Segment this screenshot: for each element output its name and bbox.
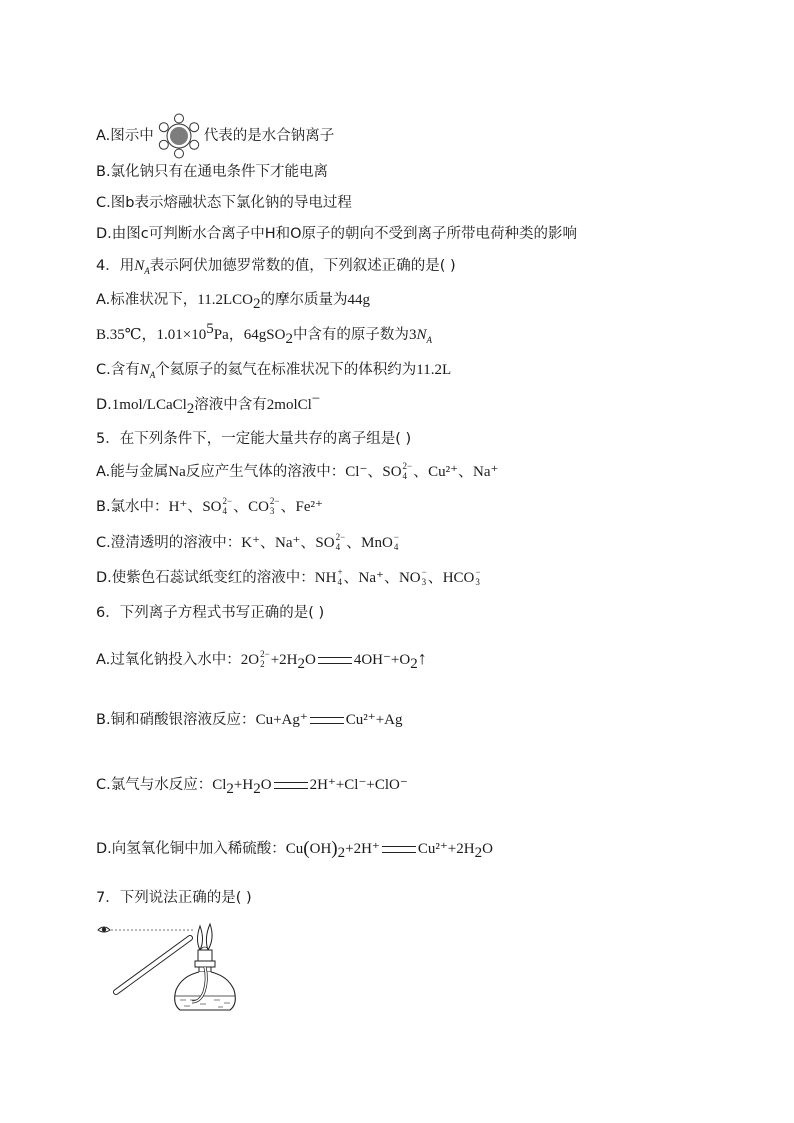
q6-option-b[interactable]: B.铜和硝酸银溶液反应：Cu+Ag⁺ Cu²⁺+Ag xyxy=(96,712,403,728)
q4-option-d[interactable]: D.1mol/LCaCl$_2$溶液中含有2molCl− xyxy=(96,391,321,417)
ion-script: 2− 4 xyxy=(222,496,233,516)
na-symbol: $N_A$ xyxy=(416,327,432,345)
q5-option-d[interactable]: D.使紫色石蕊试纸变红的溶液中：NH + 4 、Na⁺、NO − 3 、HCO − 3 xyxy=(96,567,481,587)
ion-script: − 4 xyxy=(393,532,399,552)
q4-stem: 4．用$N_A$表示阿伏加德罗常数的值，下列叙述正确的是( ) xyxy=(96,258,456,276)
q5-option-a[interactable]: A.能与金属Na反应产生气体的溶液中：Cl⁻、SO 2− 4 、Cu²⁺、Na⁺ xyxy=(96,461,499,481)
ion-script: 2− 3 xyxy=(269,496,280,516)
q5-option-b[interactable]: B.氯水中：H⁺、SO 2− 4 、CO 2− 3 、Fe²⁺ xyxy=(96,496,323,516)
ion-script: − 3 xyxy=(475,567,481,587)
q3-option-d[interactable]: D.由图c可判断水合离子中H和O原子的朝向不受到离子所带电荷种类的影响 xyxy=(96,226,578,242)
ion-script: 2− 4 xyxy=(402,461,413,481)
q6-option-a[interactable]: A.过氧化钠投入水中：2O 2− 2 $+2H_2O$ $4OH^-+O_2↑$ xyxy=(96,648,427,672)
q7-stem: 7．下列说法正确的是( ) xyxy=(96,890,252,906)
q4-option-b[interactable]: B.35℃，$1.01\times 10^5Pa$，64gSO$_2$中含有的原子数为$3N_A$ xyxy=(96,321,432,347)
q4-option-c[interactable]: C.含有$N_A$个氦原子的氦气在标准状况下的体积约为11.2L xyxy=(96,362,452,380)
na-symbol: $N_A$ xyxy=(139,362,156,380)
q5-option-c[interactable]: C.澄清透明的溶液中：K⁺、Na⁺、SO 2− 4 、MnO − 4 xyxy=(96,532,399,552)
equals-sign xyxy=(310,717,344,724)
equals-sign xyxy=(318,657,352,664)
alcohol-lamp-figure xyxy=(96,920,246,1016)
q6-option-c[interactable]: C.氯气与水反应：$Cl_2+H_2O$ 2H⁺+Cl⁻+ClO⁻ xyxy=(96,777,408,797)
q6-stem: 6．下列离子方程式书写正确的是( ) xyxy=(96,605,325,621)
ion-script: 2− 4 xyxy=(335,532,346,552)
ion-script: − 3 xyxy=(421,567,427,587)
na-symbol: $N_A$ xyxy=(134,258,150,276)
q3-option-a[interactable]: A.图示中 代表的是水合钠离子 xyxy=(96,113,334,159)
ion-script: 2− 2 xyxy=(260,649,270,669)
q3-option-c[interactable]: C.图b表示熔融状态下氯化钠的导电过程 xyxy=(96,195,352,211)
eye-icon xyxy=(98,927,110,932)
q6-option-d[interactable]: D.向氢氧化铜中加入稀硫酸：$Cu(OH)_2+2H^+$ $Cu^{2+}+2H_2O$ xyxy=(96,838,493,861)
equals-sign xyxy=(274,782,308,789)
q3-option-b[interactable]: B.氯化钠只有在通电条件下才能电离 xyxy=(96,164,329,180)
ion-script: + 4 xyxy=(337,567,343,587)
q4-option-a[interactable]: A.标准状况下，$11.2LCO_2$的摩尔质量为44g xyxy=(96,292,370,312)
q5-stem: 5．在下列条件下，一定能大量共存的离子组是( ) xyxy=(96,431,412,447)
hydrated-ion-icon xyxy=(156,113,202,159)
equals-sign xyxy=(382,846,416,853)
